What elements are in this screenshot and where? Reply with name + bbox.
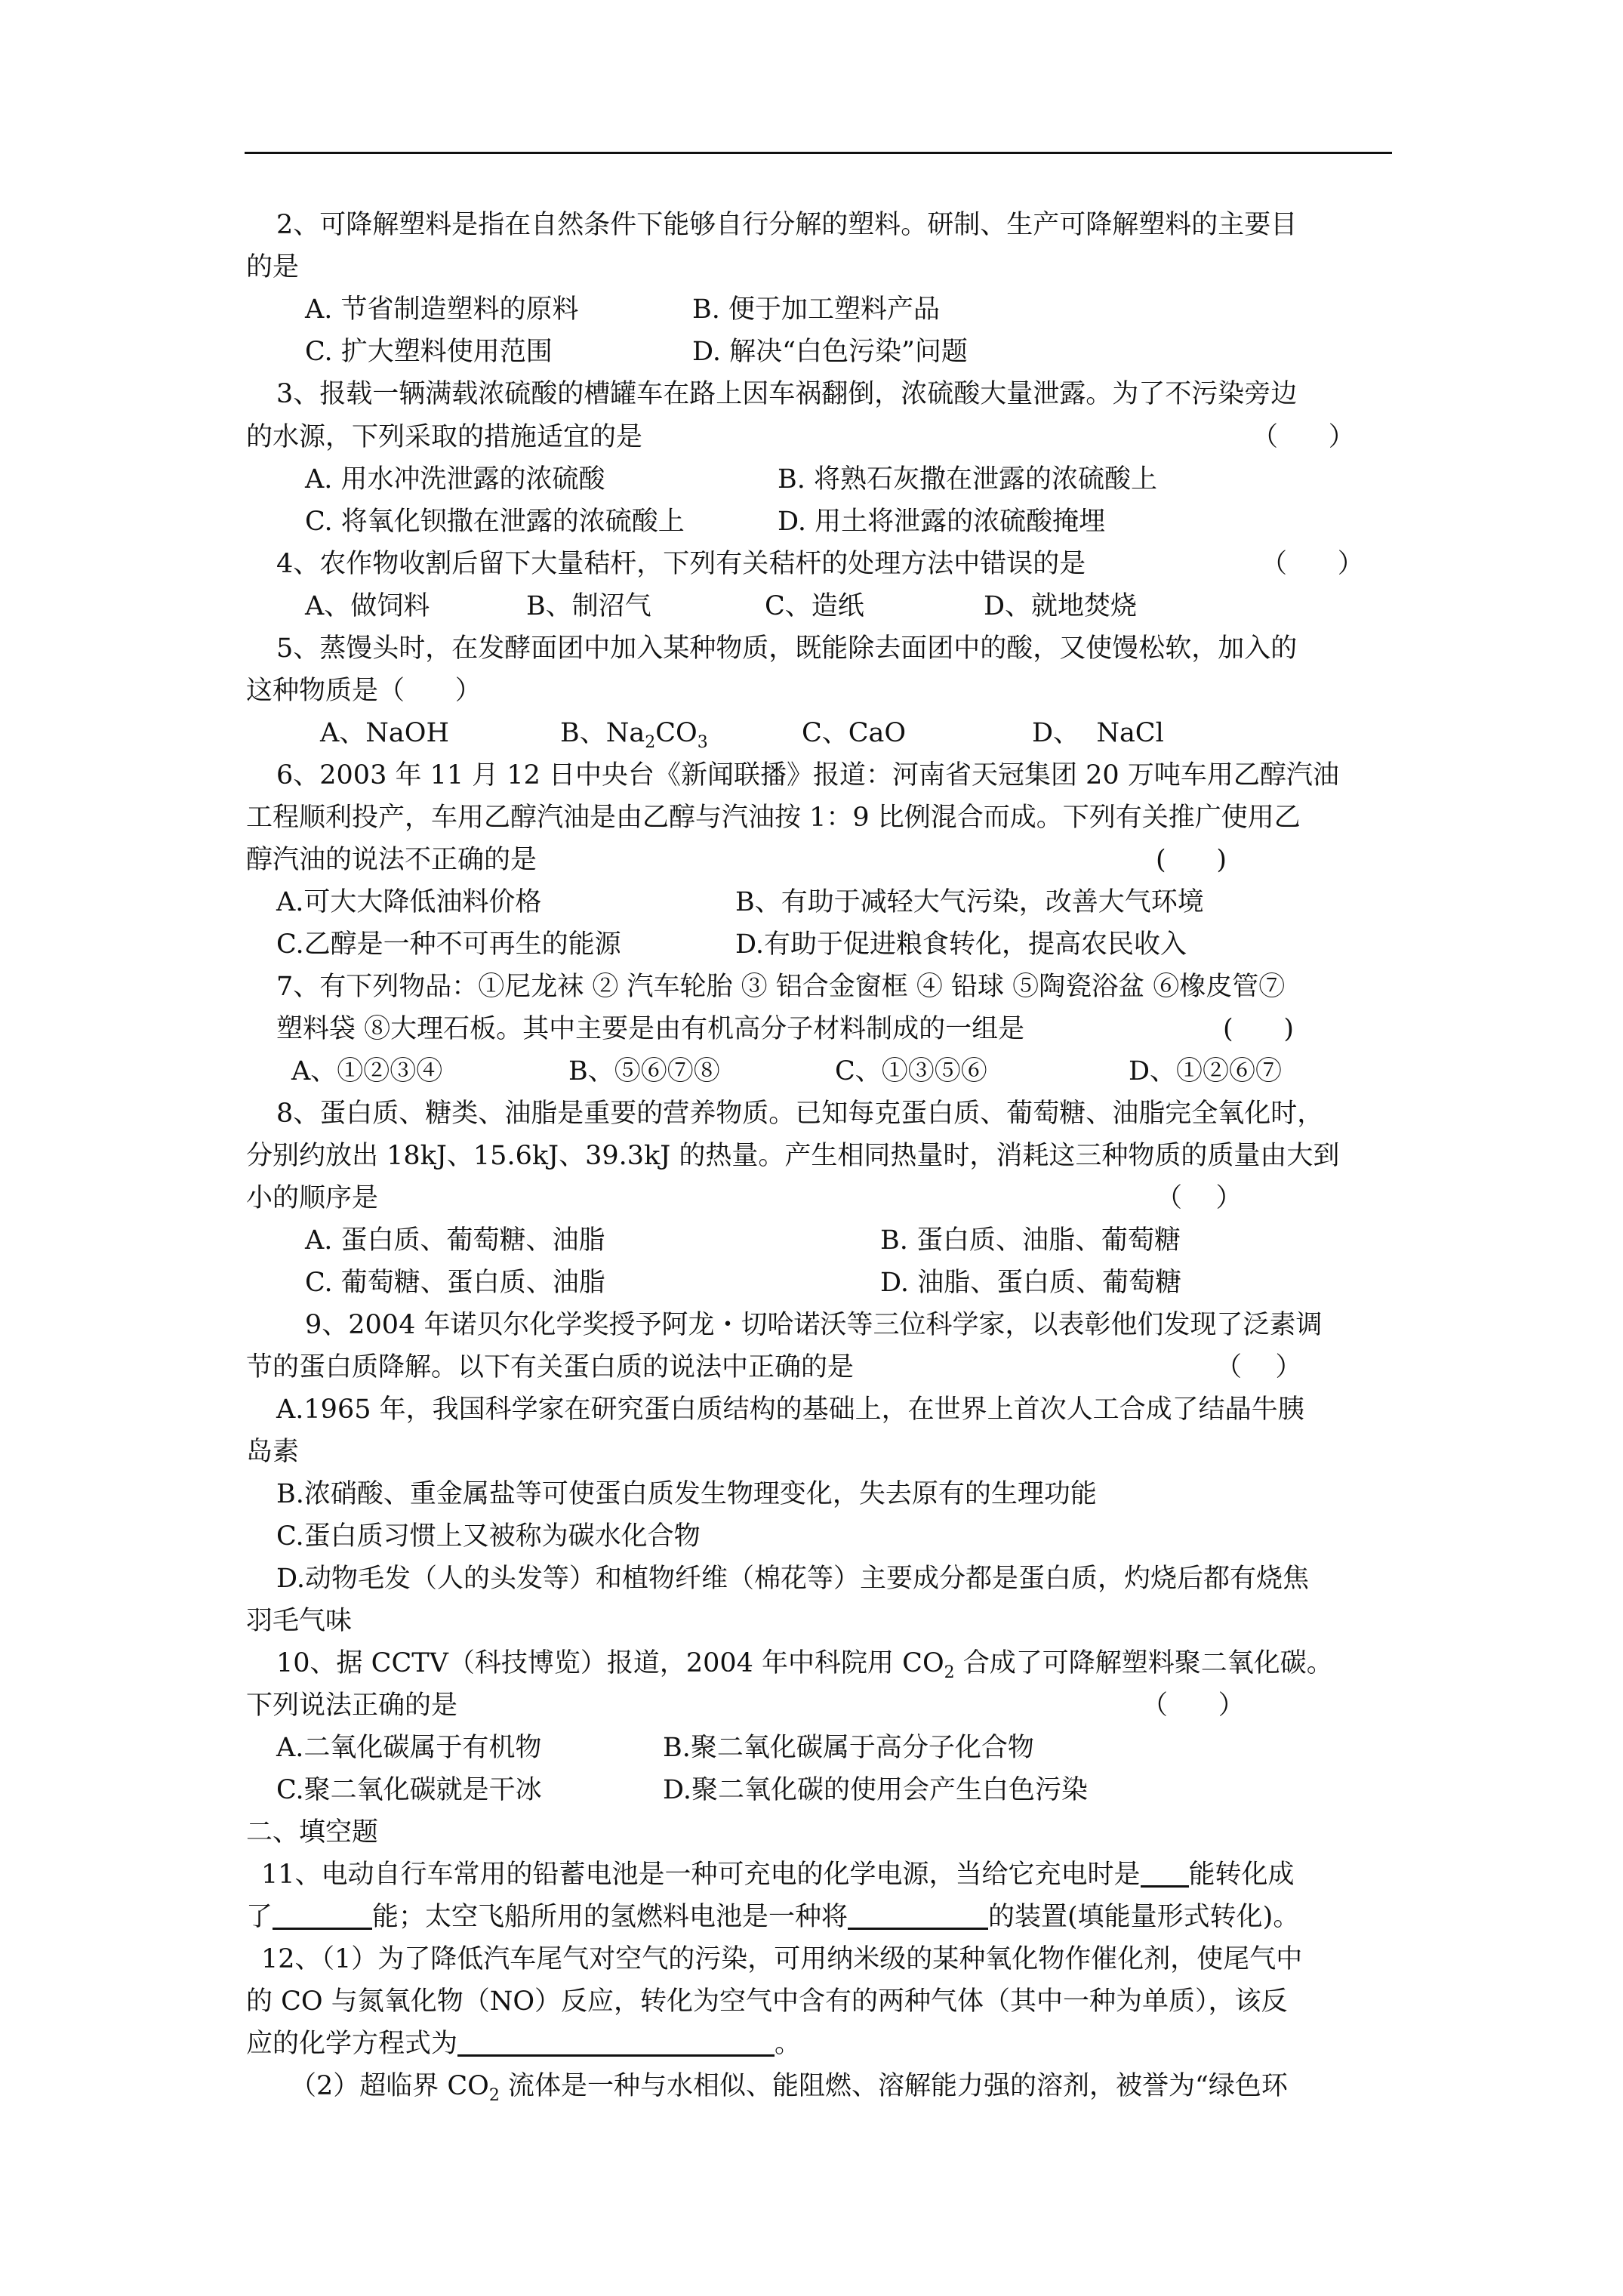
q7-option-a: A、①②③④	[291, 1056, 443, 1086]
q9-option-a-line2: 岛素	[246, 1437, 300, 1467]
q6-stem-line3: 醇汽油的说法不正确的是	[246, 845, 537, 875]
q6-option-c: C.乙醇是一种不可再生的能源	[276, 929, 621, 960]
q5-stem-line1: 5、蒸馒头时，在发酵面团中加入某种物质，既能除去面团中的酸，又使馒松软，加入的	[276, 633, 1298, 664]
q8-answer-paren: （ ）	[1156, 1183, 1243, 1213]
q10-option-b: B.聚二氧化碳属于高分子化合物	[663, 1733, 1034, 1763]
q2-option-d: D. 解决“白色污染”问题	[692, 337, 968, 367]
q9-answer-paren: （ ）	[1215, 1352, 1302, 1382]
q6-stem-line2: 工程顺利投产，车用乙醇汽油是由乙醇与汽油按 1：9 比例混合而成。下列有关推广使用乙	[246, 803, 1301, 833]
q2-option-b: B. 便于加工塑料产品	[692, 294, 940, 325]
q9-option-d-line2: 羽毛气味	[246, 1606, 353, 1636]
q9-stem-line2: 节的蛋白质降解。以下有关蛋白质的说法中正确的是	[246, 1352, 855, 1382]
q2-option-c: C. 扩大塑料使用范围	[305, 337, 553, 367]
q6-option-d: D.有助于促进粮食转化，提高农民收入	[735, 929, 1187, 960]
q7-stem-line1: 7、有下列物品：①尼龙袜 ② 汽车轮胎 ③ 铝合金窗框 ④ 铅球 ⑤陶瓷浴盆 ⑥橡皮管⑦	[276, 972, 1286, 1002]
q10-option-a: A.二氧化碳属于有机物	[276, 1733, 542, 1763]
q12-line3: 应的化学方程式为 。	[246, 2029, 802, 2059]
q8-option-b: B. 蛋白质、油脂、葡萄糖	[880, 1225, 1181, 1256]
q9-option-b: B.浓硝酸、重金属盐等可使蛋白质发生物理变化，失去原有的生理功能	[276, 1479, 1097, 1509]
q4-option-c: C、造纸	[765, 591, 864, 621]
q11-line1: 11、电动自行车常用的铅蓄电池是一种可充电的化学电源，当给它充电时是 能转化成	[261, 1860, 1295, 1890]
q5-option-d: D、 NaCl	[1032, 718, 1164, 748]
q7-option-b: B、⑤⑥⑦⑧	[568, 1056, 720, 1086]
header-rule	[245, 152, 1392, 154]
q10-stem-line2: 下列说法正确的是	[246, 1690, 458, 1721]
q5-option-b: B、$Na_2CO_3$	[560, 718, 708, 752]
q8-stem-line3: 小的顺序是	[246, 1183, 379, 1213]
q12-part2-line1: （2）超临界 $CO_2$ 流体是一种与水相似、能阻燃、溶解能力强的溶剂，被誉为“绿色环	[290, 2071, 1288, 2105]
q4-stem: 4、农作物收割后留下大量秸杆，下列有关秸杆的处理方法中错误的是	[276, 549, 1086, 579]
q4-option-d: D、就地焚烧	[984, 591, 1138, 621]
q7-option-d: D、①②⑥⑦	[1129, 1056, 1283, 1086]
section-heading-fill-in: 二、填空题	[246, 1817, 379, 1848]
q12-equation-blank[interactable]	[457, 2032, 775, 2057]
q8-option-a: A. 蛋白质、葡萄糖、油脂	[305, 1225, 605, 1256]
q10-option-d: D.聚二氧化碳的使用会产生白色污染	[663, 1775, 1088, 1805]
q4-option-b: B、制沼气	[526, 591, 651, 621]
q6-stem-line1: 6、2003 年 11 月 12 日中央台《新闻联播》报道：河南省天冠集团 20 万吨车用乙醇汽油	[276, 760, 1339, 791]
q3-option-b: B. 将熟石灰撒在泄露的浓硫酸上	[778, 464, 1157, 495]
q12-line1: 12、（1）为了降低汽车尾气对空气的污染，可用纳米级的某种氧化物作催化剂，使尾气中	[261, 1944, 1303, 1974]
q9-option-d-line1: D.动物毛发（人的头发等）和植物纤维（棉花等）主要成分都是蛋白质，灼烧后都有烧焦	[276, 1564, 1309, 1594]
q10-option-c: C.聚二氧化碳就是干冰	[276, 1775, 542, 1805]
q2-option-a: A. 节省制造塑料的原料	[305, 294, 579, 325]
q4-answer-paren: （ ）	[1261, 549, 1364, 579]
q7-answer-paren: ( )	[1223, 1014, 1295, 1044]
q11-line2: 了 能；太空飞船所用的氢燃料电池是一种将 的装置(填能量形式转化)。	[246, 1902, 1300, 1932]
q2-stem-line1: 2、可降解塑料是指在自然条件下能够自行分解的塑料。研制、生产可降解塑料的主要目	[276, 210, 1298, 240]
q10-answer-paren: （ ）	[1141, 1690, 1245, 1721]
q3-option-a: A. 用水冲洗泄露的浓硫酸	[305, 464, 605, 495]
q8-stem-line2: 分别约放出 18kJ、15.6kJ、39.3kJ 的热量。产生相同热量时，消耗这三种物质的质量由大到	[246, 1141, 1340, 1171]
q7-option-c: C、①③⑤⑥	[835, 1056, 987, 1086]
q5-option-c: C、CaO	[802, 718, 907, 748]
q9-option-a-line1: A.1965 年，我国科学家在研究蛋白质结构的基础上，在世界上首次人工合成了结晶牛胰	[276, 1395, 1304, 1425]
q9-option-c: C.蛋白质习惯上又被称为碳水化合物	[276, 1521, 701, 1552]
q3-option-d: D. 用土将泄露的浓硫酸掩埋	[778, 507, 1106, 537]
q4-option-a: A、做饲料	[305, 591, 430, 621]
q6-option-a: A.可大大降低油料价格	[276, 887, 542, 917]
q5-option-a: A、NaOH	[320, 718, 449, 748]
q8-option-c: C. 葡萄糖、蛋白质、油脂	[305, 1268, 605, 1298]
q8-stem-line1: 8、蛋白质、糖类、油脂是重要的营养物质。已知每克蛋白质、葡萄糖、油脂完全氧化时，	[276, 1099, 1324, 1129]
q6-answer-paren: ( )	[1156, 845, 1227, 875]
q7-stem-line2: 塑料袋 ⑧大理石板。其中主要是由有机高分子材料制成的一组是	[276, 1014, 1025, 1044]
q3-stem-line2: 的水源，下列采取的措施适宜的是	[246, 422, 643, 452]
q6-option-b: B、有助于减轻大气污染，改善大气环境	[735, 887, 1204, 917]
q3-answer-paren: （ ）	[1252, 422, 1355, 452]
q10-stem-line1: 10、据 CCTV（科技博览）报道，2004 年中科院用 $CO_2$ 合成了可降解塑料聚二氧化碳。	[276, 1648, 1333, 1682]
q8-option-d: D. 油脂、蛋白质、葡萄糖	[880, 1268, 1182, 1298]
q11-blank-3[interactable]	[848, 1905, 988, 1930]
q9-stem-line1: 9、2004 年诺贝尔化学奖授予阿龙・切哈诺沃等三位科学家，以表彰他们发现了泛素调	[305, 1310, 1323, 1340]
q3-stem-line1: 3、报载一辆满载浓硫酸的槽罐车在路上因车祸翻倒，浓硫酸大量泄露。为了不污染旁边	[276, 379, 1298, 409]
q11-blank-1[interactable]	[1141, 1863, 1189, 1888]
q3-option-c: C. 将氧化钡撒在泄露的浓硫酸上	[305, 507, 685, 537]
q11-blank-2[interactable]	[273, 1905, 372, 1930]
q12-line2: 的 CO 与氮氧化物（NO）反应，转化为空气中含有的两种气体（其中一种为单质），该反	[246, 1986, 1288, 2017]
q5-stem-line2: 这种物质是（ ）	[246, 676, 482, 706]
q2-stem-line2: 的是	[246, 252, 300, 282]
